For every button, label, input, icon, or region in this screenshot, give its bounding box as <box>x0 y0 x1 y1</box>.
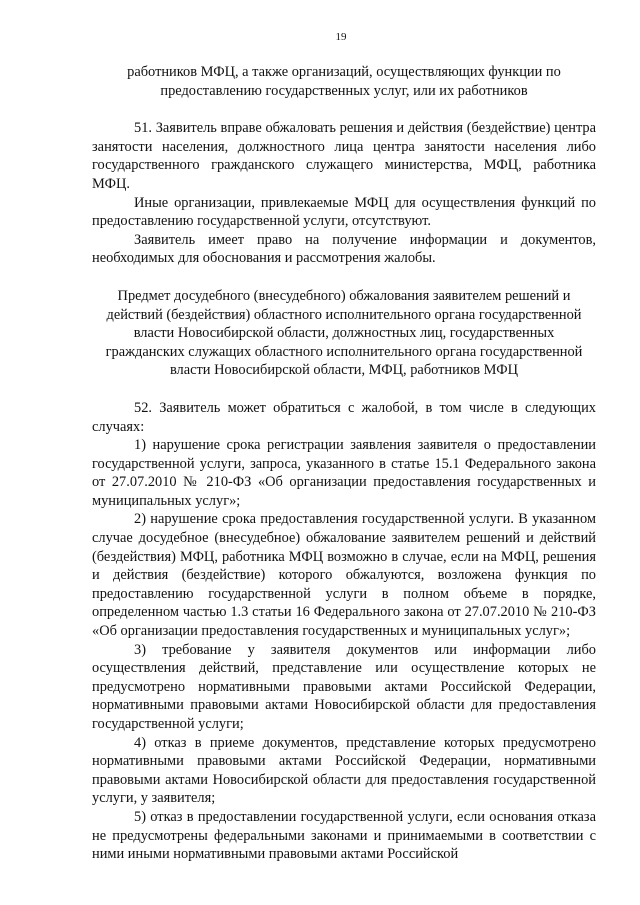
paragraph-group-52 <box>92 399 596 864</box>
top-heading: работников МФЦ, а также организаций, осуществляющих функции по предоставлению государственных услуг, или их работников <box>127 64 561 99</box>
paragraph-other-organizations: Иные организации, привлекаемые МФЦ для осуществления функций по предоставлению государственной услуги, отсутствуют. <box>92 194 596 230</box>
list-item-4: 4) отказ в приеме документов, представление которых предусмотрено нормативными правовыми актами Российской Федерации, нормативными правовыми актами Новосибирской области для предоставления государственной услуги, у заявителя; <box>92 734 596 807</box>
list-item-5: 5) отказ в предоставлении государственной услуги, если основания отказа не предусмотрены федеральными законами и принимаемыми в соответствии с ними иными нормативными правовыми актами Российской <box>92 808 596 863</box>
paragraph-52: 52. Заявитель может обратиться с жалобой, в том числе в следующих случаях: <box>92 399 596 435</box>
paragraph-51: 51. Заявитель вправе обжаловать решения и действия (бездействие) центра занятости населения, должностного лица центра занятости населения либо государственного гражданского служащего министерства, МФЦ, работника МФЦ. <box>92 120 596 192</box>
list-item-3: 3) требование у заявителя документов или информации либо осуществления действий, представление или осуществление которых не предусмотрено нормативными правовыми актами Российской Федерации, нормативными правовыми актами Новосибирской области для предоставления государственной услуги; <box>92 641 596 732</box>
document-page <box>92 30 596 864</box>
list-item-1: 1) нарушение срока регистрации заявления заявителя о предоставлении государственной услуги, запроса, указанного в статье 15.1 Федерального закона от 27.07.2010 № 210-ФЗ «Об организации предоставления государственных и муниципальных услуг»; <box>92 437 596 509</box>
paragraph-group-51 <box>92 119 596 268</box>
page-number: 19 <box>335 31 347 43</box>
list-item-2: 2) нарушение срока предоставления государственной услуги. В указанном случае досудебное (внесудебное) обжалование заявителем решений и действий (бездействия) МФЦ, работника МФЦ возможно в случае, если на МФЦ, решения и действия (бездействие) которого обжалуются, возложена функция по предоставлению государственной услуги в полном объеме в порядке, определенном частью 1.3 статьи 16 Федерального закона от 27.07.2010 № 210-ФЗ «Об организации предоставления государственных и муниципальных услуг»; <box>92 511 596 640</box>
paragraph-right-to-information: Заявитель имеет право на получение информации и документов, необходимых для обоснования и рассмотрения жалобы. <box>92 231 596 267</box>
section-heading: Предмет досудебного (внесудебного) обжалования заявителем решений и действий (бездействия) областного исполнительного органа государственной власти Новосибирской области, должностных лиц, государственных гражданских служащих областного исполнительного органа государственной власти Новосибирской области, МФЦ, работников МФЦ <box>105 287 583 379</box>
